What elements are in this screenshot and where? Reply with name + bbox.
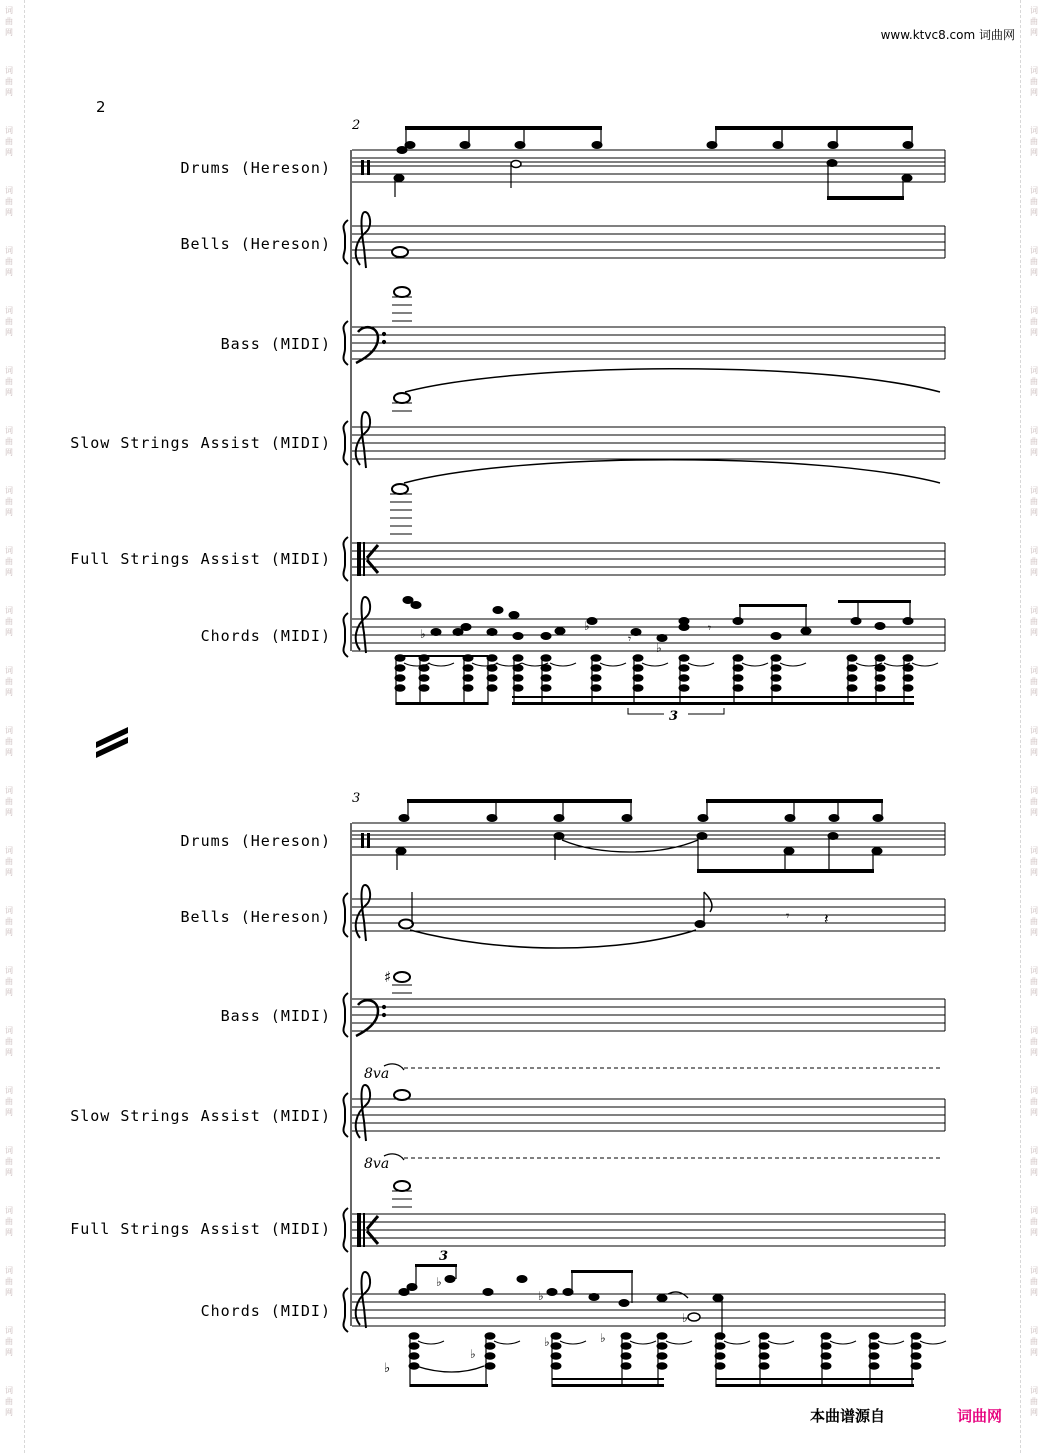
chord-tie <box>912 663 938 666</box>
chord-tie <box>780 663 806 666</box>
watermark-glyph: 曲 <box>1030 1037 1038 1046</box>
watermark-glyph: 词 <box>1030 186 1038 195</box>
instrument-label-slow-strings-s1: Slow Strings Assist (MIDI) <box>70 434 331 452</box>
watermark-glyph: 词 <box>5 306 13 315</box>
watermark-glyph: 网 <box>5 1168 13 1177</box>
watermark-glyph: 网 <box>1030 1048 1038 1057</box>
watermark-glyph: 网 <box>5 1228 13 1237</box>
watermark-glyph: 词 <box>5 126 13 135</box>
drum-notes-s2 <box>396 799 883 873</box>
watermark-glyph: 曲 <box>5 737 13 746</box>
watermark-glyph: 词 <box>1030 426 1038 435</box>
tuplet-number-s2: 3 <box>439 1249 449 1264</box>
instrument-label-full-strings-s1: Full Strings Assist (MIDI) <box>70 550 331 568</box>
watermark-glyph: 网 <box>1030 1408 1038 1417</box>
watermark-glyph: 词 <box>5 666 13 675</box>
watermark-glyph: 网 <box>1030 928 1038 937</box>
svg-text:♭: ♭ <box>682 1311 688 1325</box>
watermark-glyph: 网 <box>5 748 13 757</box>
watermark-glyph: 网 <box>5 1108 13 1117</box>
watermark-glyph: 曲 <box>1030 317 1038 326</box>
watermark-glyph: 曲 <box>5 917 13 926</box>
watermark-glyph: 词 <box>1030 306 1038 315</box>
watermark-glyph: 网 <box>5 268 13 277</box>
watermark-glyph: 词 <box>5 606 13 615</box>
svg-text:𝄾: 𝄾 <box>708 621 712 635</box>
watermark-glyph: 网 <box>5 88 13 97</box>
instrument-label-bass-s2: Bass (MIDI) <box>220 1007 331 1025</box>
watermark-glyph: 曲 <box>5 77 13 86</box>
watermark-glyph: 曲 <box>5 617 13 626</box>
watermark-glyph: 词 <box>1030 546 1038 555</box>
watermark-glyph: 曲 <box>5 1157 13 1166</box>
watermark-glyph: 网 <box>5 568 13 577</box>
watermark-glyph: 词 <box>1030 606 1038 615</box>
watermark-glyph: 词 <box>5 66 13 75</box>
watermark-glyph: 网 <box>1030 988 1038 997</box>
part-bracket <box>343 537 348 581</box>
watermark-glyph: 曲 <box>1030 1397 1038 1406</box>
part-bracket <box>343 321 348 365</box>
watermark-glyph: 词 <box>5 1086 13 1095</box>
system-separator-mark <box>96 727 128 758</box>
chord-tie <box>630 1341 656 1344</box>
watermark-glyph: 曲 <box>1030 1217 1038 1226</box>
watermark-glyph: 曲 <box>1030 1097 1038 1106</box>
watermark-glyph: 词 <box>1030 6 1038 15</box>
percussion-clef-bar <box>367 160 370 175</box>
watermark-glyph: 词 <box>1030 966 1038 975</box>
watermark-glyph: 网 <box>5 208 13 217</box>
watermark-glyph: 网 <box>1030 1348 1038 1357</box>
watermark-glyph: 词 <box>1030 66 1038 75</box>
treble-clef-bells-s1 <box>356 212 370 268</box>
watermark-glyph: 词 <box>5 6 13 15</box>
percussion-clef-bar <box>361 833 364 848</box>
watermark-glyph: 词 <box>5 426 13 435</box>
instrument-label-drums-s2: Drums (Hereson) <box>180 832 331 850</box>
footer-source-text: 本曲谱源自 <box>810 1407 886 1425</box>
watermark-glyph: 曲 <box>1030 917 1038 926</box>
watermark-glyph: 词 <box>5 1146 13 1155</box>
tuplet-number-s1: 3 <box>669 709 679 724</box>
bells-notes-s2 <box>399 892 829 948</box>
svg-text:♭: ♭ <box>584 619 590 633</box>
chord-tie <box>920 1341 946 1344</box>
site-url[interactable]: www.ktvc8.com <box>880 28 976 42</box>
watermark-glyph: 曲 <box>1030 137 1038 146</box>
full-strings-whole-note <box>394 1181 410 1191</box>
ottava-mark-full-strings: 8va <box>364 1156 390 1172</box>
treble-clef-slow-strings-s1 <box>356 412 370 468</box>
watermark-glyph: 曲 <box>5 257 13 266</box>
svg-text:♯: ♯ <box>384 968 392 986</box>
measure-number-system-1: 2 <box>352 118 361 133</box>
watermark-glyph: 网 <box>5 988 13 997</box>
watermark-glyph: 词 <box>1030 246 1038 255</box>
site-brand: 词曲网 <box>978 28 1015 42</box>
watermark-glyph: 网 <box>1030 148 1038 157</box>
watermark-glyph: 曲 <box>5 1337 13 1346</box>
watermark-glyph: 网 <box>1030 1168 1038 1177</box>
watermark-glyph: 网 <box>5 148 13 157</box>
watermark-glyph: 网 <box>1030 208 1038 217</box>
chord-tie <box>688 663 714 666</box>
watermark-glyph: 网 <box>5 928 13 937</box>
watermark-glyph: 词 <box>5 846 13 855</box>
watermark-glyph: 曲 <box>1030 977 1038 986</box>
watermark-glyph: 词 <box>5 1026 13 1035</box>
watermark-glyph: 网 <box>5 688 13 697</box>
watermark-glyph: 曲 <box>1030 17 1038 26</box>
chord-cluster-s1 <box>395 655 938 705</box>
system-1-music <box>356 126 940 724</box>
watermark-glyph: 曲 <box>5 557 13 566</box>
watermark-glyph: 曲 <box>1030 77 1038 86</box>
full-strings-whole-note <box>392 484 408 494</box>
chord-tie <box>742 663 768 666</box>
watermark-glyph: 词 <box>5 726 13 735</box>
watermark-glyph: 词 <box>5 546 13 555</box>
watermark-glyph: 网 <box>5 508 13 517</box>
watermark-glyph: 网 <box>1030 1288 1038 1297</box>
watermark-glyph: 网 <box>1030 508 1038 517</box>
chord-tie <box>768 1341 794 1344</box>
watermark-glyph: 曲 <box>5 437 13 446</box>
watermark-glyph: 词 <box>5 906 13 915</box>
chord-tie <box>724 1341 750 1344</box>
watermark-glyph: 网 <box>5 808 13 817</box>
staff-lines <box>343 150 945 1332</box>
watermark-glyph: 曲 <box>1030 257 1038 266</box>
watermark-glyph: 词 <box>1030 366 1038 375</box>
svg-text:♭: ♭ <box>470 1347 476 1361</box>
watermark-glyph: 曲 <box>1030 677 1038 686</box>
watermark-glyph: 曲 <box>1030 737 1038 746</box>
watermark-glyph: 网 <box>1030 88 1038 97</box>
watermark-glyph: 词 <box>1030 726 1038 735</box>
tie-slow-strings-s1 <box>405 369 940 392</box>
svg-text:𝄽: 𝄽 <box>824 910 829 928</box>
footer-brand-link[interactable]: 词曲网 <box>957 1407 1003 1425</box>
watermark-glyph: 网 <box>1030 388 1038 397</box>
watermark-glyph: 词 <box>1030 486 1038 495</box>
instrument-label-bells-s2: Bells (Hereson) <box>180 908 331 926</box>
watermark-glyph: 曲 <box>1030 857 1038 866</box>
bass-clef-s1 <box>356 327 386 363</box>
part-bracket <box>343 1288 348 1332</box>
watermark-glyph: 词 <box>1030 126 1038 135</box>
ottava-mark-slow-strings: 8va <box>364 1066 390 1082</box>
bass-whole-note <box>394 972 410 982</box>
instrument-label-bass-s1: Bass (MIDI) <box>220 335 331 353</box>
watermark-glyph: 词 <box>1030 906 1038 915</box>
watermark-glyph: 曲 <box>1030 1337 1038 1346</box>
watermark-glyph: 词 <box>1030 786 1038 795</box>
bass-ledger-lines-s1 <box>392 297 412 321</box>
watermark-glyph: 曲 <box>5 1397 13 1406</box>
watermark-glyph: 曲 <box>5 197 13 206</box>
instrument-label-chords-s2: Chords (MIDI) <box>200 1302 331 1320</box>
watermark-glyph: 网 <box>1030 268 1038 277</box>
treble-clef-chords-s2 <box>356 1272 370 1328</box>
watermark-glyph: 曲 <box>1030 617 1038 626</box>
watermark-glyph: 网 <box>1030 328 1038 337</box>
watermark-glyph: 曲 <box>1030 197 1038 206</box>
bass-whole-note <box>394 287 410 297</box>
watermark-glyph: 词 <box>5 186 13 195</box>
watermark-glyph: 网 <box>5 1288 13 1297</box>
watermark-glyph: 网 <box>1030 868 1038 877</box>
watermark-glyph: 网 <box>1030 628 1038 637</box>
system-2-music <box>356 799 946 1387</box>
page-number: 2 <box>96 98 106 116</box>
watermark-glyph: 网 <box>5 448 13 457</box>
watermark-glyph: 网 <box>5 328 13 337</box>
chord-tie <box>642 663 668 666</box>
watermark-glyph: 曲 <box>1030 437 1038 446</box>
watermark-glyph: 曲 <box>1030 557 1038 566</box>
watermark-glyph: 网 <box>5 1348 13 1357</box>
chord-tie <box>428 663 454 666</box>
watermark-glyph: 曲 <box>5 377 13 386</box>
watermark-glyph: 词 <box>1030 1026 1038 1035</box>
watermark-glyph: 网 <box>5 868 13 877</box>
percussion-clef-bar <box>361 160 364 175</box>
svg-text:♭: ♭ <box>656 641 662 655</box>
instrument-label-bells-s1: Bells (Hereson) <box>180 235 331 253</box>
svg-text:♭: ♭ <box>420 627 426 641</box>
svg-text:𝄾: 𝄾 <box>628 632 632 646</box>
chord-tie <box>600 663 626 666</box>
instrument-label-full-strings-s2: Full Strings Assist (MIDI) <box>70 1220 331 1238</box>
chord-tie <box>830 1341 856 1344</box>
part-bracket <box>343 421 348 465</box>
chord-tie <box>494 1341 520 1344</box>
watermark-glyph: 网 <box>5 28 13 37</box>
tie-full-strings-s1 <box>404 460 940 483</box>
watermark-glyph: 网 <box>5 628 13 637</box>
watermark-glyph: 曲 <box>5 1217 13 1226</box>
drum-notes-s1 <box>394 126 913 200</box>
part-bracket <box>343 1208 348 1252</box>
watermark-glyph: 曲 <box>5 857 13 866</box>
watermark-glyph: 网 <box>1030 748 1038 757</box>
watermark-glyph: 词 <box>5 366 13 375</box>
watermark-glyph: 词 <box>5 1386 13 1395</box>
bells-whole-note <box>392 247 408 257</box>
treble-clef-bells-s2 <box>356 885 370 941</box>
watermark-glyph: 网 <box>5 1048 13 1057</box>
watermark-glyph: 曲 <box>1030 1277 1038 1286</box>
watermark-glyph: 网 <box>1030 448 1038 457</box>
watermark-glyph: 网 <box>5 388 13 397</box>
slow-strings-whole-note <box>394 1090 410 1100</box>
measure-number-system-2: 3 <box>352 791 361 806</box>
watermark-glyph: 网 <box>5 1408 13 1417</box>
watermark-glyph: 网 <box>1030 1228 1038 1237</box>
watermark-glyph: 曲 <box>5 137 13 146</box>
watermark-glyph: 词 <box>1030 666 1038 675</box>
instrument-label-slow-strings-s2: Slow Strings Assist (MIDI) <box>70 1107 331 1125</box>
watermark-glyph: 网 <box>1030 1108 1038 1117</box>
watermark-glyph: 词 <box>5 486 13 495</box>
watermark-glyph: 曲 <box>1030 377 1038 386</box>
watermark-glyph: 词 <box>5 1206 13 1215</box>
watermark-glyph: 曲 <box>1030 497 1038 506</box>
watermark-glyph: 词 <box>5 246 13 255</box>
chord-tie <box>560 1341 586 1344</box>
watermark-glyph: 词 <box>1030 1326 1038 1335</box>
svg-text:♭: ♭ <box>600 1331 606 1345</box>
watermark-glyph: 曲 <box>5 977 13 986</box>
watermark-glyph: 曲 <box>5 317 13 326</box>
watermark-glyph: 曲 <box>1030 1157 1038 1166</box>
watermark-glyph: 网 <box>1030 688 1038 697</box>
watermark-glyph: 词 <box>1030 1386 1038 1395</box>
treble-clef-chords-s1 <box>356 597 370 653</box>
watermark-glyph: 词 <box>1030 1146 1038 1155</box>
instrument-label-chords-s1: Chords (MIDI) <box>200 627 331 645</box>
chord-tie <box>550 663 576 666</box>
percussion-clef-bar <box>367 833 370 848</box>
instrument-label-drums-s1: Drums (Hereson) <box>180 159 331 177</box>
chord-tie <box>878 1341 904 1344</box>
svg-text:𝄾: 𝄾 <box>786 909 790 924</box>
watermark-glyph: 词 <box>5 1326 13 1335</box>
watermark-glyph: 曲 <box>5 1037 13 1046</box>
slow-strings-whole-note <box>394 393 410 403</box>
svg-text:♭: ♭ <box>544 1335 550 1349</box>
watermark-glyph: 曲 <box>5 677 13 686</box>
watermark-glyph: 曲 <box>5 1097 13 1106</box>
part-bracket <box>343 993 348 1037</box>
watermark-glyph: 网 <box>1030 808 1038 817</box>
svg-text:♭: ♭ <box>384 1361 391 1376</box>
chord-tie <box>418 1341 444 1344</box>
treble-clef-slow-strings-s2 <box>356 1085 370 1141</box>
watermark-glyph: 曲 <box>5 1277 13 1286</box>
watermark-glyph: 词 <box>1030 846 1038 855</box>
watermark-glyph: 词 <box>5 1266 13 1275</box>
part-bracket <box>343 1093 348 1137</box>
watermark-glyph: 词 <box>1030 1266 1038 1275</box>
part-bracket <box>343 613 348 657</box>
part-bracket <box>343 893 348 937</box>
watermark-glyph: 词 <box>1030 1206 1038 1215</box>
watermark-glyph: 曲 <box>5 797 13 806</box>
svg-text:♭: ♭ <box>436 1275 442 1289</box>
watermark-glyph: 词 <box>5 966 13 975</box>
part-bracket <box>343 220 348 264</box>
watermark-glyph: 词 <box>5 786 13 795</box>
watermark-glyph: 网 <box>1030 568 1038 577</box>
watermark-glyph: 网 <box>1030 28 1038 37</box>
watermark-glyph: 词 <box>1030 1086 1038 1095</box>
svg-text:♭: ♭ <box>538 1289 544 1303</box>
watermark-glyph: 曲 <box>1030 797 1038 806</box>
watermark-glyph: 曲 <box>5 17 13 26</box>
chord-tie <box>666 1341 692 1344</box>
watermark-glyph: 曲 <box>5 497 13 506</box>
